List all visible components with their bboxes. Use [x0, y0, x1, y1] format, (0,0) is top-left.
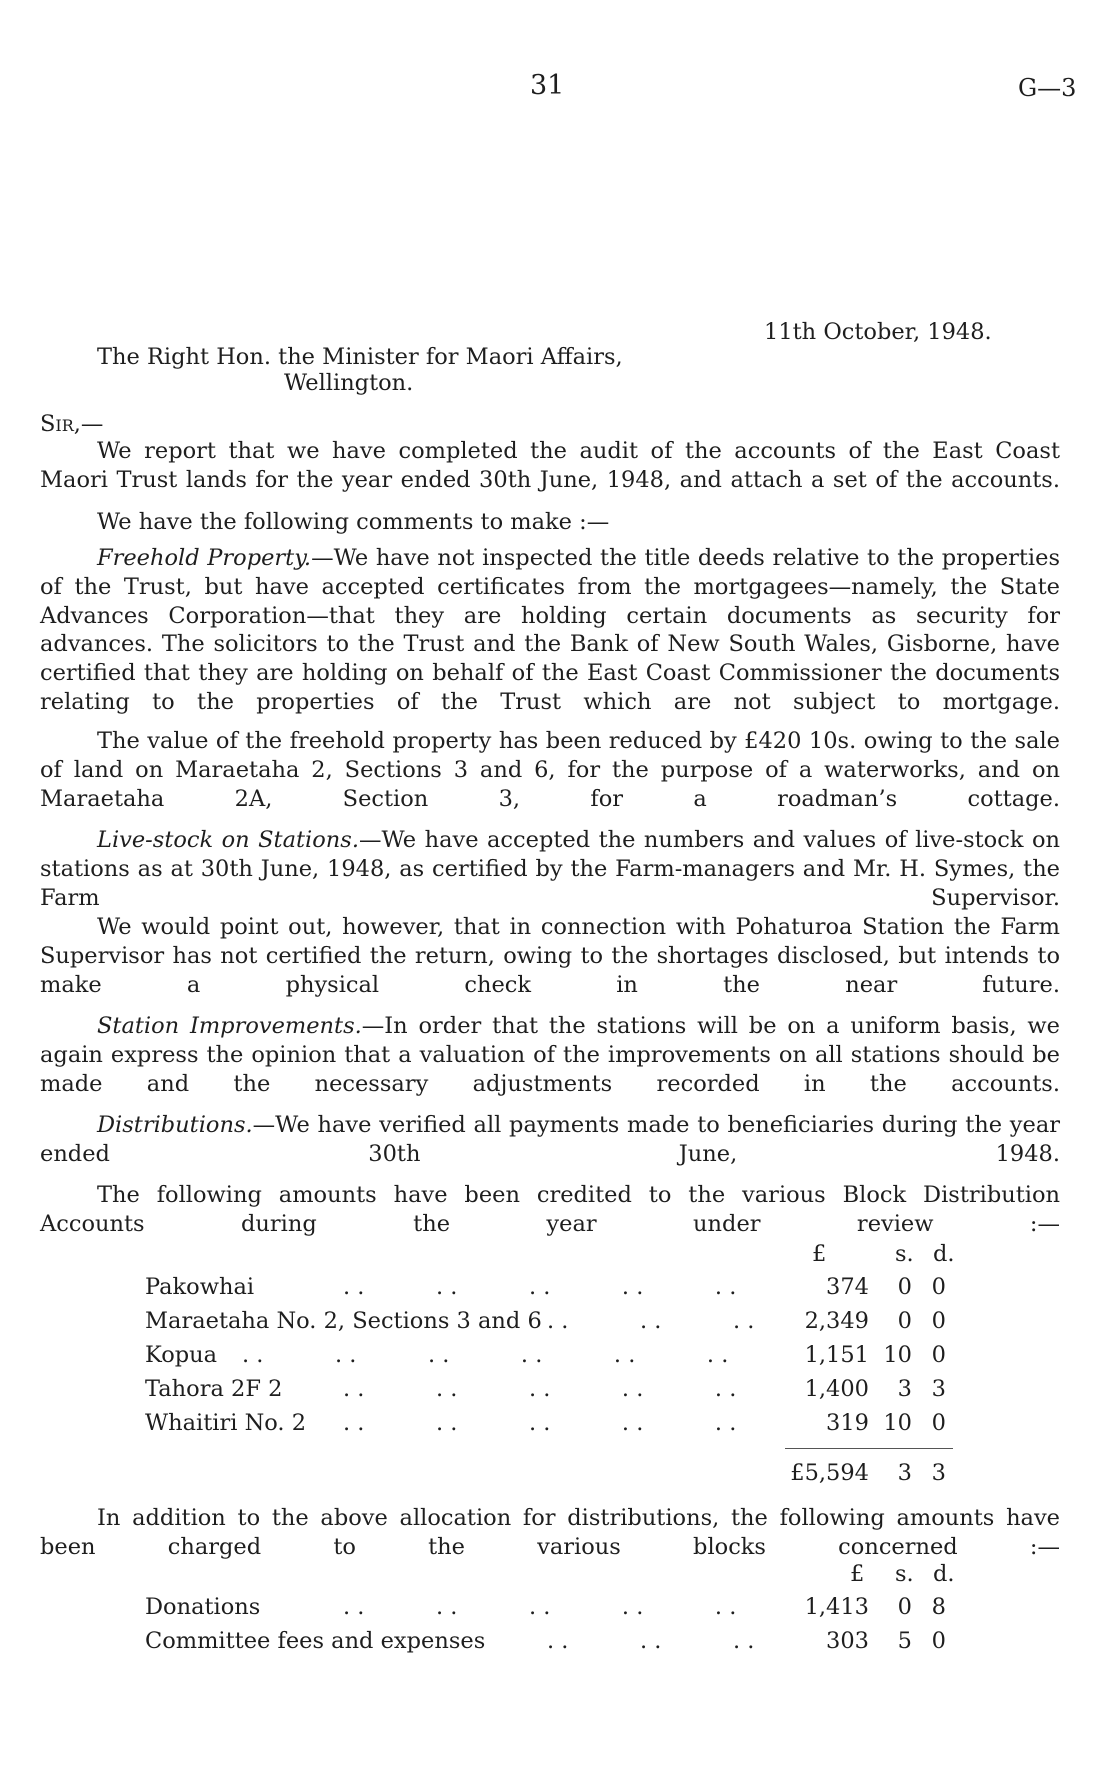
heading-freehold-property: Freehold Property.	[97, 545, 312, 571]
table-row	[0, 1308, 1114, 1342]
salutation: Sir,—	[40, 411, 104, 437]
paragraph-additional-charges: In addition to the above allocation for distributions, the following amounts have been charged to the various blocks concerned :—	[40, 1505, 1060, 1560]
paragraph-block-distribution: The following amounts have been credited to the various Block Distribution Accounts during the year under review :—	[40, 1182, 1060, 1237]
heading-station-improvements: Station Improvements.	[97, 1013, 362, 1039]
paragraph-pohaturoa: We would point out, however, that in connection with Pohaturoa Station the Farm Supervisor has not certified the return, owing to the shortages disclosed, but intends to make a physical check in the near future.	[40, 914, 1060, 998]
row-pence: 0	[931, 1410, 946, 1436]
row-shillings: 0	[897, 1594, 912, 1620]
shillings-column-header: s.	[895, 1241, 914, 1267]
total-rule	[785, 1448, 953, 1449]
table-row	[0, 1274, 1114, 1308]
row-label: Pakowhai	[145, 1274, 255, 1300]
heading-distributions: Distributions.	[97, 1112, 253, 1138]
table-header-row	[0, 1561, 1114, 1595]
shillings-column-header: s.	[895, 1561, 914, 1587]
row-label: Tahora 2F 2	[145, 1376, 283, 1402]
paragraph-comments-intro: We have the following comments to make :—	[97, 509, 610, 535]
row-shillings: 10	[883, 1410, 912, 1436]
paragraph-station-improvements	[40, 1012, 1060, 1098]
pence-column-header: d.	[933, 1241, 955, 1267]
row-pence: 8	[931, 1594, 946, 1620]
total-pounds: £5,594	[790, 1460, 869, 1486]
row-leaders: . . . . . . . . . .	[343, 1410, 737, 1436]
document-reference: G—3	[1018, 74, 1077, 102]
pence-column-header: d.	[933, 1561, 955, 1587]
table-row	[0, 1628, 1114, 1662]
table-total-row	[0, 1460, 1114, 1494]
paragraph-distributions	[40, 1111, 1060, 1169]
row-pence: 0	[931, 1342, 946, 1368]
row-pounds: 303	[826, 1628, 869, 1654]
row-pounds: 1,400	[804, 1376, 869, 1402]
row-label: Maraetaha No. 2, Sections 3 and 6	[145, 1308, 542, 1334]
row-pence: 0	[931, 1274, 946, 1300]
row-pounds: 319	[826, 1410, 869, 1436]
station-improvements-text: —In order that the stations will be on a uniform basis, we again express the opinion that a valuation of the improvements on all stations should be made and the necessary adjustments recorded in the accounts.	[40, 1013, 1060, 1097]
heading-live-stock: Live-stock on Stations.	[97, 827, 359, 853]
row-label: Committee fees and expenses	[145, 1628, 486, 1654]
page-number: 31	[530, 70, 565, 101]
row-shillings: 10	[883, 1342, 912, 1368]
distributions-text: —We have verified all payments made to beneficiaries during the year ended 30th June, 1948.	[40, 1112, 1060, 1167]
row-pence: 0	[931, 1308, 946, 1334]
table-row	[0, 1410, 1114, 1444]
row-leaders: . . . . . .	[547, 1308, 755, 1334]
row-shillings: 0	[897, 1308, 912, 1334]
row-leaders: . . . . . . . . . .	[343, 1594, 737, 1620]
row-shillings: 3	[897, 1376, 912, 1402]
total-shillings: 3	[897, 1460, 912, 1486]
row-pence: 3	[931, 1376, 946, 1402]
row-label: Whaitiri No. 2	[145, 1410, 307, 1436]
row-pounds: 1,151	[804, 1342, 869, 1368]
row-pence: 0	[931, 1628, 946, 1654]
row-pounds: 374	[826, 1274, 869, 1300]
paragraph-audit-report: We report that we have completed the audit of the accounts of the East Coast Maori Trust lands for the year ended 30th June, 1948, and attach a set of the accounts.	[40, 438, 1060, 493]
row-leaders: . . . . . .	[547, 1628, 755, 1654]
row-leaders: . . . . . . . . . . . .	[242, 1342, 729, 1368]
total-pence: 3	[931, 1460, 946, 1486]
letter-date: 11th October, 1948.	[764, 319, 992, 345]
addressee-line-2: Wellington.	[284, 370, 414, 396]
row-leaders: . . . . . . . . . .	[343, 1376, 737, 1402]
freehold-property-text: —We have not inspected the title deeds relative to the properties of the Trust, but have accepted certificates from the mortgagees—namely, the State Advances Corporation—that they are holding certain documents as security for advances. The solicitors to the Trust and the Bank of New South Wales, Gisborne, have certified that they are holding on behalf of the East Coast Commissioner the documents relating to the properties of the Trust which are not subject to mortgage.	[40, 545, 1060, 715]
paragraph-freehold-property	[40, 544, 1060, 717]
table-row	[0, 1594, 1114, 1628]
pounds-column-header: £	[812, 1241, 827, 1267]
paragraph-live-stock	[40, 826, 1060, 912]
row-label: Kopua	[145, 1342, 218, 1368]
table-row	[0, 1376, 1114, 1410]
table-header-row	[0, 1241, 1114, 1275]
live-stock-text: —We have accepted the numbers and values of live-stock on stations as at 30th June, 1948, as certified by the Farm-managers and Mr. H. Symes, the Farm Supervisor.	[40, 827, 1060, 911]
row-shillings: 0	[897, 1274, 912, 1300]
row-pounds: 1,413	[804, 1594, 869, 1620]
pounds-column-header: £	[850, 1561, 865, 1587]
row-shillings: 5	[897, 1628, 912, 1654]
row-leaders: . . . . . . . . . .	[343, 1274, 737, 1300]
row-label: Donations	[145, 1594, 261, 1620]
paragraph-freehold-value: The value of the freehold property has been reduced by £420 10s. owing to the sale of land on Maraetaha 2, Sections 3 and 6, for the purpose of a waterworks, and on Maraetaha 2A, Section 3, for a roadman’s cottage.	[40, 728, 1060, 812]
row-pounds: 2,349	[804, 1308, 869, 1334]
addressee-line-1: The Right Hon. the Minister for Maori Affairs,	[97, 344, 623, 370]
table-row	[0, 1342, 1114, 1376]
